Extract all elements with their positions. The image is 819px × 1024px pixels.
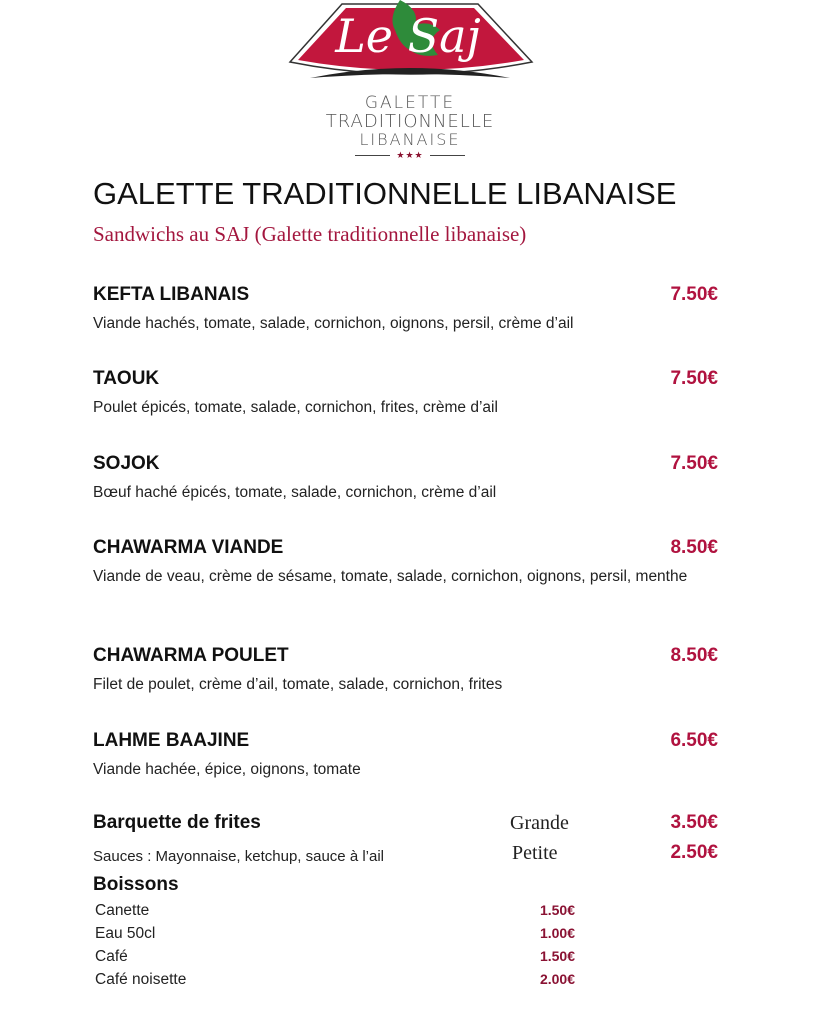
drink-name: Eau 50cl (95, 925, 156, 942)
frites-size-grande: Grande (510, 812, 569, 834)
item-name: LAHME BAAJINE (93, 730, 250, 751)
item-description: Viande hachés, tomate, salade, cornichon, oignons, persil, crème d’ail (93, 315, 574, 332)
menu-item (93, 368, 718, 419)
logo-brand-text: Le Saj (335, 9, 481, 63)
frites-name: Barquette de frites (93, 812, 261, 833)
drink-price: 1.50€ (539, 902, 575, 918)
item-name: KEFTA LIBANAIS (93, 284, 250, 305)
menu-item (93, 730, 718, 781)
item-price: 7.50€ (670, 453, 718, 474)
drink-item (95, 925, 575, 943)
stars-icon: ★★★ (396, 150, 424, 160)
logo-tagline-3: LIBANAISE (359, 130, 461, 149)
logo-badge-icon (270, 0, 550, 100)
frites-price-grande: 3.50€ (670, 812, 718, 833)
item-price: 7.50€ (670, 284, 718, 305)
item-description: Viande de veau, crème de sésame, tomate, salade, cornichon, oignons, persil, menthe (93, 568, 688, 585)
drink-item (95, 902, 575, 920)
item-price: 8.50€ (670, 537, 718, 558)
divider-line (430, 155, 465, 156)
frites-section (93, 812, 718, 865)
divider-line (355, 155, 390, 156)
item-price: 8.50€ (670, 645, 718, 666)
drink-item (95, 971, 575, 989)
drink-price: 1.00€ (539, 925, 575, 941)
boissons-title: Boissons (93, 874, 179, 895)
item-name: SOJOK (93, 453, 160, 474)
drink-price: 2.00€ (539, 971, 575, 987)
menu-item (93, 453, 718, 504)
item-name: TAOUK (93, 368, 160, 389)
frites-size-petite: Petite (512, 842, 558, 864)
item-description: Bœuf haché épicés, tomate, salade, cornichon, crème d’ail (93, 484, 497, 501)
frites-sauces: Sauces : Mayonnaise, ketchup, sauce à l’ail (93, 848, 384, 865)
drink-price: 1.50€ (539, 948, 575, 964)
item-price: 6.50€ (670, 730, 718, 751)
item-description: Filet de poulet, crème d’ail, tomate, salade, cornichon, frites (93, 676, 503, 693)
frites-price-petite: 2.50€ (670, 842, 718, 863)
menu-item (93, 645, 718, 696)
item-price: 7.50€ (670, 368, 718, 389)
item-description: Poulet épicés, tomate, salade, cornichon, frites, crème d’ail (93, 399, 498, 416)
page-subtitle: Sandwichs au SAJ (Galette traditionnelle libanaise) (93, 222, 527, 246)
logo (270, 0, 550, 170)
page-title: GALETTE TRADITIONNELLE LIBANAISE (93, 176, 677, 211)
drink-name: Café noisette (95, 971, 187, 988)
item-description: Viande hachée, épice, oignons, tomate (93, 761, 361, 778)
item-name: CHAWARMA POULET (93, 645, 289, 666)
logo-tagline-1: GALETTE (364, 93, 456, 113)
logo-stars-divider (355, 150, 465, 161)
drink-name: Café (95, 948, 128, 965)
menu-item (93, 284, 718, 335)
item-name: CHAWARMA VIANDE (93, 537, 284, 558)
drink-name: Canette (95, 902, 150, 919)
menu-item (93, 537, 718, 588)
drink-item (95, 948, 575, 966)
logo-tagline-2: TRADITIONNELLE (325, 111, 495, 132)
